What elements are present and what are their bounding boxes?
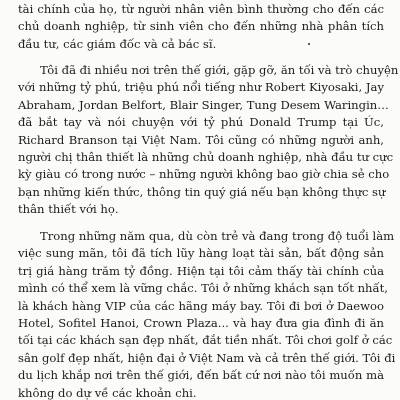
- text-line: du lịch khắp nơi trên thế giới, đến bất cứ nơi nào tôi muốn mà: [18, 368, 384, 383]
- text-line: Hotel, Sofitel Hanoi, Crown Plaza... và hay đưa gia đình đi ăn: [18, 316, 384, 331]
- text-line: sân golf đẹp nhất, hiện đại ở Việt Nam và cả trên thế giới. Tôi đi: [18, 350, 396, 365]
- text-line: không do dự về các khoản chi.: [18, 385, 197, 400]
- paragraph-2: [18, 62, 399, 219]
- paragraph-3: [18, 228, 396, 400]
- text-line: Abraham, Jordan Belfort, Blair Singer, Tung Desem Waringin…: [18, 97, 389, 112]
- text-line: Tôi đã đi nhiều nơi trên thế giới, gặp gỡ, ăn tối và trò chuyện: [40, 63, 399, 77]
- text-line: Trong những năm qua, dù còn trẻ và đang trong độ tuổi làm: [40, 229, 395, 243]
- text-line: đã bắt tay và nói chuyện với tỷ phú Donald Trump tại Úc,: [18, 115, 384, 130]
- paragraph-1: [18, 1, 384, 53]
- text-line: mình có thể xem là vững chắc. Tôi ở những khách sạn tốt nhất,: [18, 281, 388, 296]
- text-line: tài chính của họ, từ người nhân viên bình thường cho đến các: [18, 2, 384, 16]
- text-line: tối tại các khách sạn đẹp nhất, đắt tiền nhất. Tôi chơi golf ở các: [18, 333, 393, 348]
- text-line: kỳ giàu có trong nước – những người không bao giờ chia sẻ cho: [18, 167, 390, 182]
- text-line: trị giá hàng trăm tỷ đồng. Hiện tại tôi cảm thấy tài chính của: [18, 263, 384, 278]
- text-line: người chị thân thiết là những chủ doanh nghiệp, nhà đầu tư cực: [18, 150, 394, 165]
- text-line: chủ doanh nghiệp, từ sinh viên cho đến những nhà phân tích: [18, 19, 384, 34]
- text-line: thân thiết với họ.: [18, 202, 119, 217]
- text-line: với những tỷ phú, triệu phú nổi tiếng như Robert Kiyosaki, Jay: [18, 80, 384, 95]
- text-line: đầu tư, các giám đốc và cả bác sĩ.: [18, 36, 217, 51]
- text-line: Richard Branson tại Việt Nam. Tôi cũng có những người anh,: [18, 132, 384, 147]
- text-line: bạn những kiến thức, thông tin quý giá nếu bạn không thực sự: [18, 184, 386, 199]
- text-line: việc sung mãn, tôi đã tích lũy hàng loạt tài sản, bất động sản: [18, 246, 384, 261]
- text-line: là khách hàng VIP của các hãng máy bay. Tôi đi bơi ở Daewoo: [18, 298, 384, 313]
